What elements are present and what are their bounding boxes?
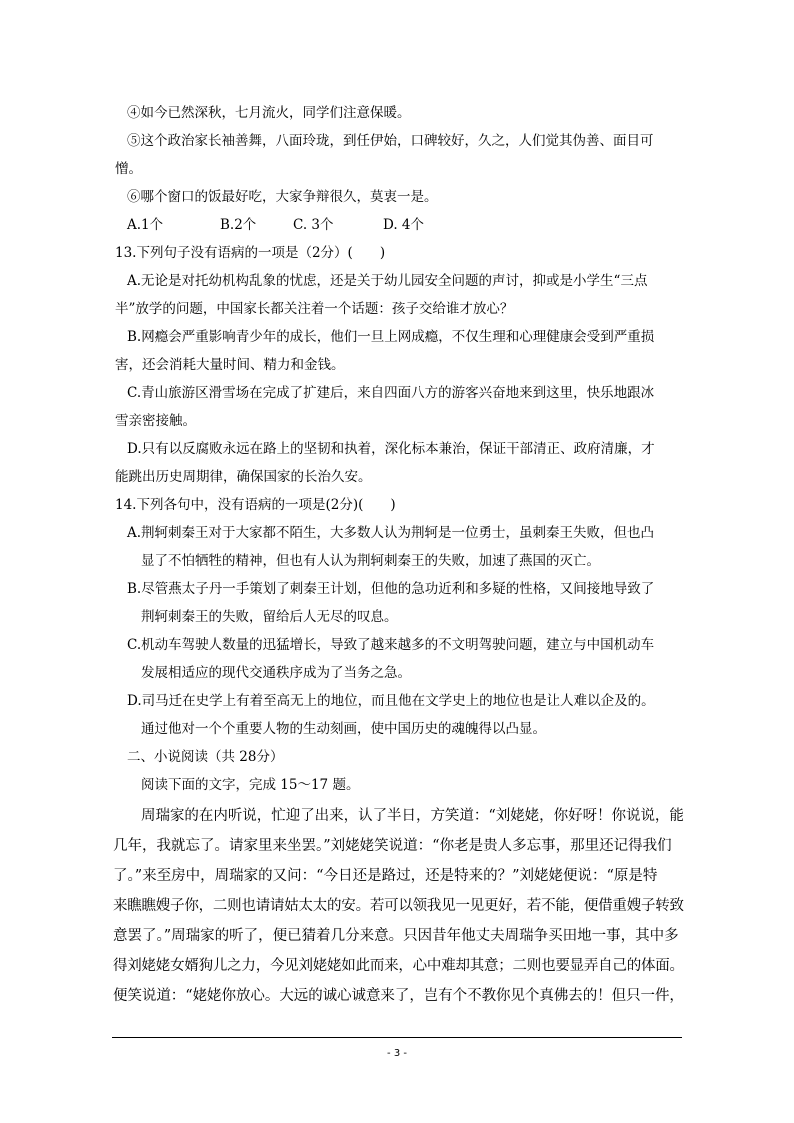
question-13-option-b: B.网瘾会严重影响青少年的成长，他们一旦上网成瘾，不仅生理和心理健康会受到严重损 [127, 329, 655, 345]
text-line: ④如今已然深秋，七月流火，同学们注意保暖。 [127, 105, 411, 121]
passage-line: 周瑞家的在内听说，忙迎了出来，认了半日，方笑道：“刘姥姥，你好呀！你说说，能 [141, 808, 684, 824]
question-14-option-b: B.尽管燕太子丹一手策划了刺秦王计划，但他的急功近利和多疑的性格，又间接地导致了 [127, 581, 655, 597]
section-instruction: 阅读下面的文字，完成 15～17 题。 [141, 777, 360, 793]
question-14-option-c-cont: 发展相适应的现代交通秩序成为了当务之急。 [141, 665, 411, 681]
option-b: B.2个 [220, 217, 257, 233]
footer-divider [112, 1037, 682, 1038]
passage-line: 了。”来至房中，周瑞家的又问：“今日还是路过，还是特来的？”刘姥姥便说：“原是特 [113, 868, 658, 884]
question-13-option-d: D.只有以反腐败永远在路上的坚韧和执着，深化标本兼治，保证干部清正、政府清廉，才 [127, 441, 655, 457]
passage-line: 几年，我就忘了。请家里来坐罢。”刘姥姥笑说道：“你老是贵人多忘事，那里还记得我们 [113, 838, 672, 854]
question-13-option-d-cont: 能跳出历史周期律，确保国家的长治久安。 [115, 469, 372, 485]
question-13-option-c-cont: 雪亲密接触。 [115, 413, 196, 429]
text-line: ⑥哪个窗口的饭最好吃，大家争辩很久，莫衷一是。 [127, 189, 438, 205]
text-line: ⑤这个政治家长袖善舞，八面玲珑，到任伊始，口碑较好，久之，人们觉其伪善、面目可 [127, 133, 654, 149]
question-13-option-a-cont: 半”放学的问题，中国家长都关注着一个话题：孩子交给谁才放心？ [115, 301, 514, 317]
question-14-option-a: A.荆轲刺秦王对于大家都不陌生，大多数人认为荆轲是一位勇士，虽刺秦王失败，但也凸 [127, 525, 655, 541]
option-d: D. 4个 [383, 217, 425, 233]
passage-line: 便笑说道：“姥姥你放心。大远的诚心诚意来了，岂有个不教你见个真佛去的！但只一件， [113, 988, 684, 1004]
option-a: A.1个 [127, 217, 164, 233]
passage-line: 来瞧瞧嫂子你，二则也请请姑太太的安。若可以领我见一见更好，若不能，便借重嫂子转致 [113, 898, 684, 914]
text-line: 憎。 [115, 161, 142, 177]
question-14-option-b-cont: 荆轲刺秦王的失败，留给后人无尽的叹息。 [141, 609, 398, 625]
question-13-option-c: C.青山旅游区滑雪场在完成了扩建后，来自四面八方的游客兴奋地来到这里，快乐地跟冰 [127, 385, 655, 401]
question-14-option-c: C.机动车驾驶人数量的迅猛增长，导致了越来越多的不文明驾驶问题，建立与中国机动车 [127, 637, 655, 653]
question-14-stem: 14.下列各句中，没有语病的一项是(2分)( ) [115, 497, 396, 513]
question-13-option-a: A.无论是对托幼机构乱象的忧虑，还是关于幼儿园安全问题的声讨，抑或是小学生“三点 [127, 273, 648, 289]
question-13-stem: 13.下列句子没有语病的一项是（2分）( ) [115, 245, 386, 261]
passage-line: 得刘姥姥女婿狗儿之力，今见刘姥姥如此而来，心中难却其意；二则也要显弄自己的体面。 [113, 958, 684, 974]
page-number: - 3 - [387, 1048, 407, 1059]
question-14-option-a-cont: 显了不怕牺牲的精神，但也有人认为荆轲刺秦王的失败，加速了燕国的灭亡。 [141, 553, 600, 569]
question-14-option-d-cont: 通过他对一个个重要人物的生动刻画，使中国历史的魂魄得以凸显。 [141, 721, 546, 737]
option-c: C. 3个 [293, 217, 334, 233]
question-13-option-b-cont: 害，还会消耗大量时间、精力和金钱。 [115, 357, 345, 373]
passage-line: 意罢了。”周瑞家的听了，便已猜着几分来意。只因昔年他丈夫周瑞争买田地一事，其中多 [113, 928, 679, 944]
question-14-option-d: D.司马迁在史学上有着至高无上的地位，而且他在文学史上的地位也是让人难以企及的。 [127, 693, 655, 709]
section-heading: 二、小说阅读（共 28分） [127, 749, 284, 765]
